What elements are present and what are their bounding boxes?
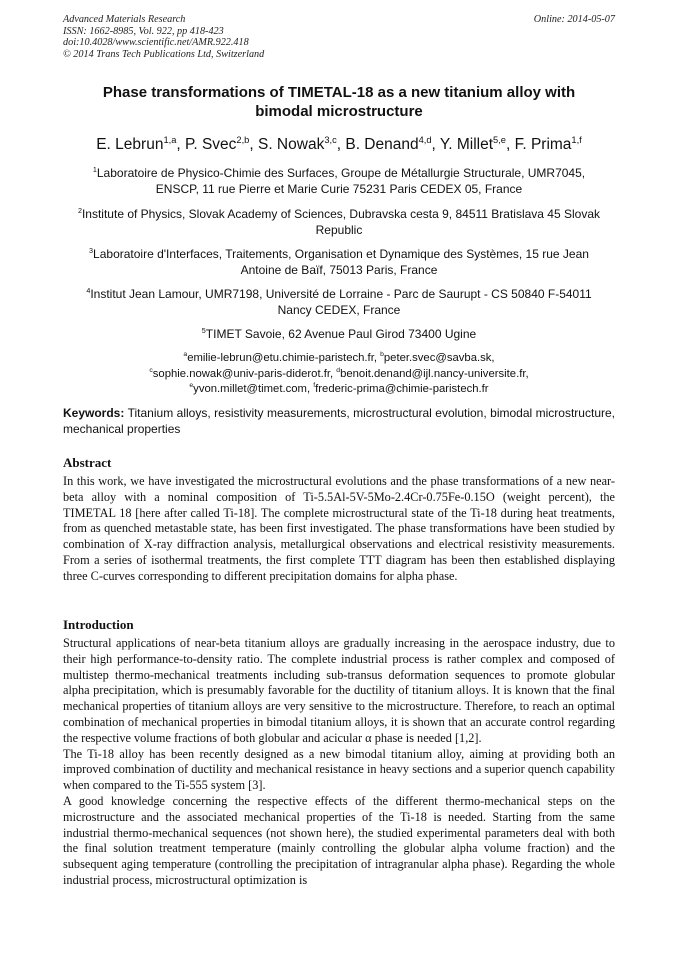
email-address[interactable]: yvon.millet@timet.com, <box>193 383 314 395</box>
author-name: F. Prima <box>514 136 572 153</box>
journal-name: Advanced Materials Research <box>63 14 186 25</box>
email-mark: f <box>313 382 316 390</box>
author-name: P. Svec <box>185 136 237 153</box>
email-mark: c <box>149 366 153 374</box>
author-separator: , <box>505 136 515 153</box>
email-address[interactable]: frederic-prima@chimie-paristech.fr <box>315 383 489 395</box>
email-address[interactable]: sophie.nowak@univ-paris-diderot.fr, <box>152 367 337 380</box>
author-name: E. Lebrun <box>96 136 164 153</box>
author-name: B. Denand <box>345 136 419 153</box>
author-affiliation-mark: 1,f <box>571 134 582 145</box>
author-separator: , <box>431 136 440 153</box>
journal-copyright: © 2014 Trans Tech Publications Ltd, Switzerland <box>63 48 265 60</box>
author-affiliation-mark: 2,b <box>236 134 250 145</box>
journal-doi: doi:10.4028/www.scientific.net/AMR.922.418 <box>63 37 249 49</box>
author-affiliation-mark: 4,d <box>418 134 432 145</box>
affiliation-line-1: Laboratoire de Physico-Chimie des Surfaces, Groupe de Métallurgie Structurale, UMR7045, <box>96 166 586 180</box>
affiliation-number: 2 <box>77 206 82 215</box>
email-address[interactable]: peter.svec@savba.sk, <box>383 352 495 364</box>
email-address[interactable]: benoit.denand@ijl.nancy-universite.fr, <box>340 367 529 380</box>
affiliation-line-2: ENSCP, 11 rue Pierre et Marie Curie 75231 Paris CEDEX 05, France <box>155 182 523 196</box>
intro-paragraph-3: A good knowledge concerning the respective effects of the different thermo-mechanical steps on the microstructure and the associated mechanical properties of the Ti-18 is needed. Starting from the same industrial thermo-mechanical sequences (not shown here), the studied experimental parameters deal with both the final solution treatment temperature (mainly controlling the globular alpha volume fraction) and the subsequent aging temperature (controlling the precipitation of intragranular alpha phase). Regarding the whole industrial process, microstructural optimization is <box>63 793 615 887</box>
keywords-label: Keywords: <box>63 406 125 420</box>
author-emails <box>63 351 615 398</box>
email-address[interactable]: emilie-lebrun@etu.chimie-paristech.fr, <box>187 352 381 364</box>
affiliation-2 <box>63 206 615 238</box>
intro-paragraph-1: Structural applications of near-beta titanium alloys are gradually increasing in the aerospace industry, due to their high performance-to-density ratio. The complete industrial process is rather complex and composed of multistep thermo-mechanical treatments including sub-transus deformation sequences to promote globular alpha precipitation, which is presumably favorable for the ductility of titanium alloys. It is known that the final mechanical properties of titanium alloys are very sensitive to the microstructure. Therefore, to reach an optimal combination of mechanical properties in bimodal titanium alloys, it is shown that an accurate control regarding the respective volume fractions of both globular and acicular α phase is needed [1,2]. <box>63 636 615 745</box>
affiliation-number: 3 <box>89 246 94 255</box>
affiliation-line-2: Nancy CEDEX, France <box>277 303 401 317</box>
title-line-2: bimodal microstructure <box>255 103 423 120</box>
affiliation-3 <box>63 246 615 278</box>
affiliation-1 <box>63 165 615 197</box>
email-mark: e <box>189 382 194 390</box>
author-separator: , <box>176 136 185 153</box>
author-separator: , <box>336 136 346 153</box>
affiliation-4 <box>63 286 615 318</box>
affiliation-5 <box>63 326 615 342</box>
author-list <box>63 135 615 155</box>
email-mark: b <box>380 351 384 359</box>
author-affiliation-mark: 5,e <box>493 134 506 145</box>
author-name: Y. Millet <box>439 136 494 153</box>
intro-paragraph-2: The Ti-18 alloy has been recently designed as a new bimodal titanium alloy, aiming at providing both an improved combination of ductility and mechanical resistance in heavy sections and a superior quench capability when compared to the Ti-555 system [3]. <box>63 746 615 793</box>
author-name: S. Nowak <box>257 136 325 153</box>
author-affiliation-mark: 1,a <box>163 134 177 145</box>
abstract-text <box>63 474 615 585</box>
author-separator: , <box>249 136 258 153</box>
affiliation-line-1: Laboratoire d'Interfaces, Traitements, Organisation et Dynamique des Systèmes, 15 rue Jean <box>93 247 589 261</box>
keywords-text: Titanium alloys, resistivity measurements, microstructural evolution, bimodal microstructure, mechanical properties <box>63 406 615 436</box>
journal-issn: ISSN: 1662-8985, Vol. 922, pp 418-423 <box>63 25 224 37</box>
email-mark: a <box>183 351 188 359</box>
abstract-heading: Abstract <box>63 455 112 470</box>
author-affiliation-mark: 3,c <box>324 134 337 145</box>
affiliation-line-2: Republic <box>315 223 363 237</box>
affiliation-line-1: Institute of Physics, Slovak Academy of Sciences, Dubravska cesta 9, 84511 Bratislava 45 Slovak <box>81 207 601 221</box>
journal-header <box>63 14 615 60</box>
abstract-paragraph: In this work, we have investigated the microstructural evolutions and the phase transformations of a new near-beta alloy with a nominal composition of Ti-5.5Al-5V-5Mo-2.4Cr-0.75Fe-0.15O (weight percent), the TIMETAL 18 [here after called Ti-18]. The complete microstructural state of the Ti-18 during heat treatments, from as quenched metastable state, has been first investigated. The phase transformations have been studied by combination of X-ray diffraction analysis, metallurgical observations and electrical resistivity measurements. From a series of isothermal treatments, the first complete TTT diagram has been then established displaying three C-curves corresponding to different precipitation domains for alpha phase. <box>63 474 615 583</box>
affiliation-line-2: Antoine de Baïf, 75013 Paris, France <box>240 263 438 277</box>
paper-title <box>63 83 615 121</box>
affiliation-number: 5 <box>201 326 206 335</box>
affiliation-line-1: TIMET Savoie, 62 Avenue Paul Girod 73400 Ugine <box>205 327 477 341</box>
introduction-heading: Introduction <box>63 617 134 632</box>
keywords <box>63 405 615 437</box>
title-line-1: Phase transformations of TIMETAL-18 as a new titanium alloy with <box>102 84 576 101</box>
email-mark: d <box>336 366 341 374</box>
affiliation-line-1: Institut Jean Lamour, UMR7198, Université de Lorraine - Parc de Saurupt - CS 50840 F-54011 <box>90 287 592 301</box>
affiliation-number: 4 <box>86 286 91 295</box>
affiliation-number: 1 <box>92 165 97 174</box>
online-date: Online: 2014-05-07 <box>533 14 615 25</box>
introduction-text <box>63 636 615 889</box>
journal-info <box>63 14 615 60</box>
